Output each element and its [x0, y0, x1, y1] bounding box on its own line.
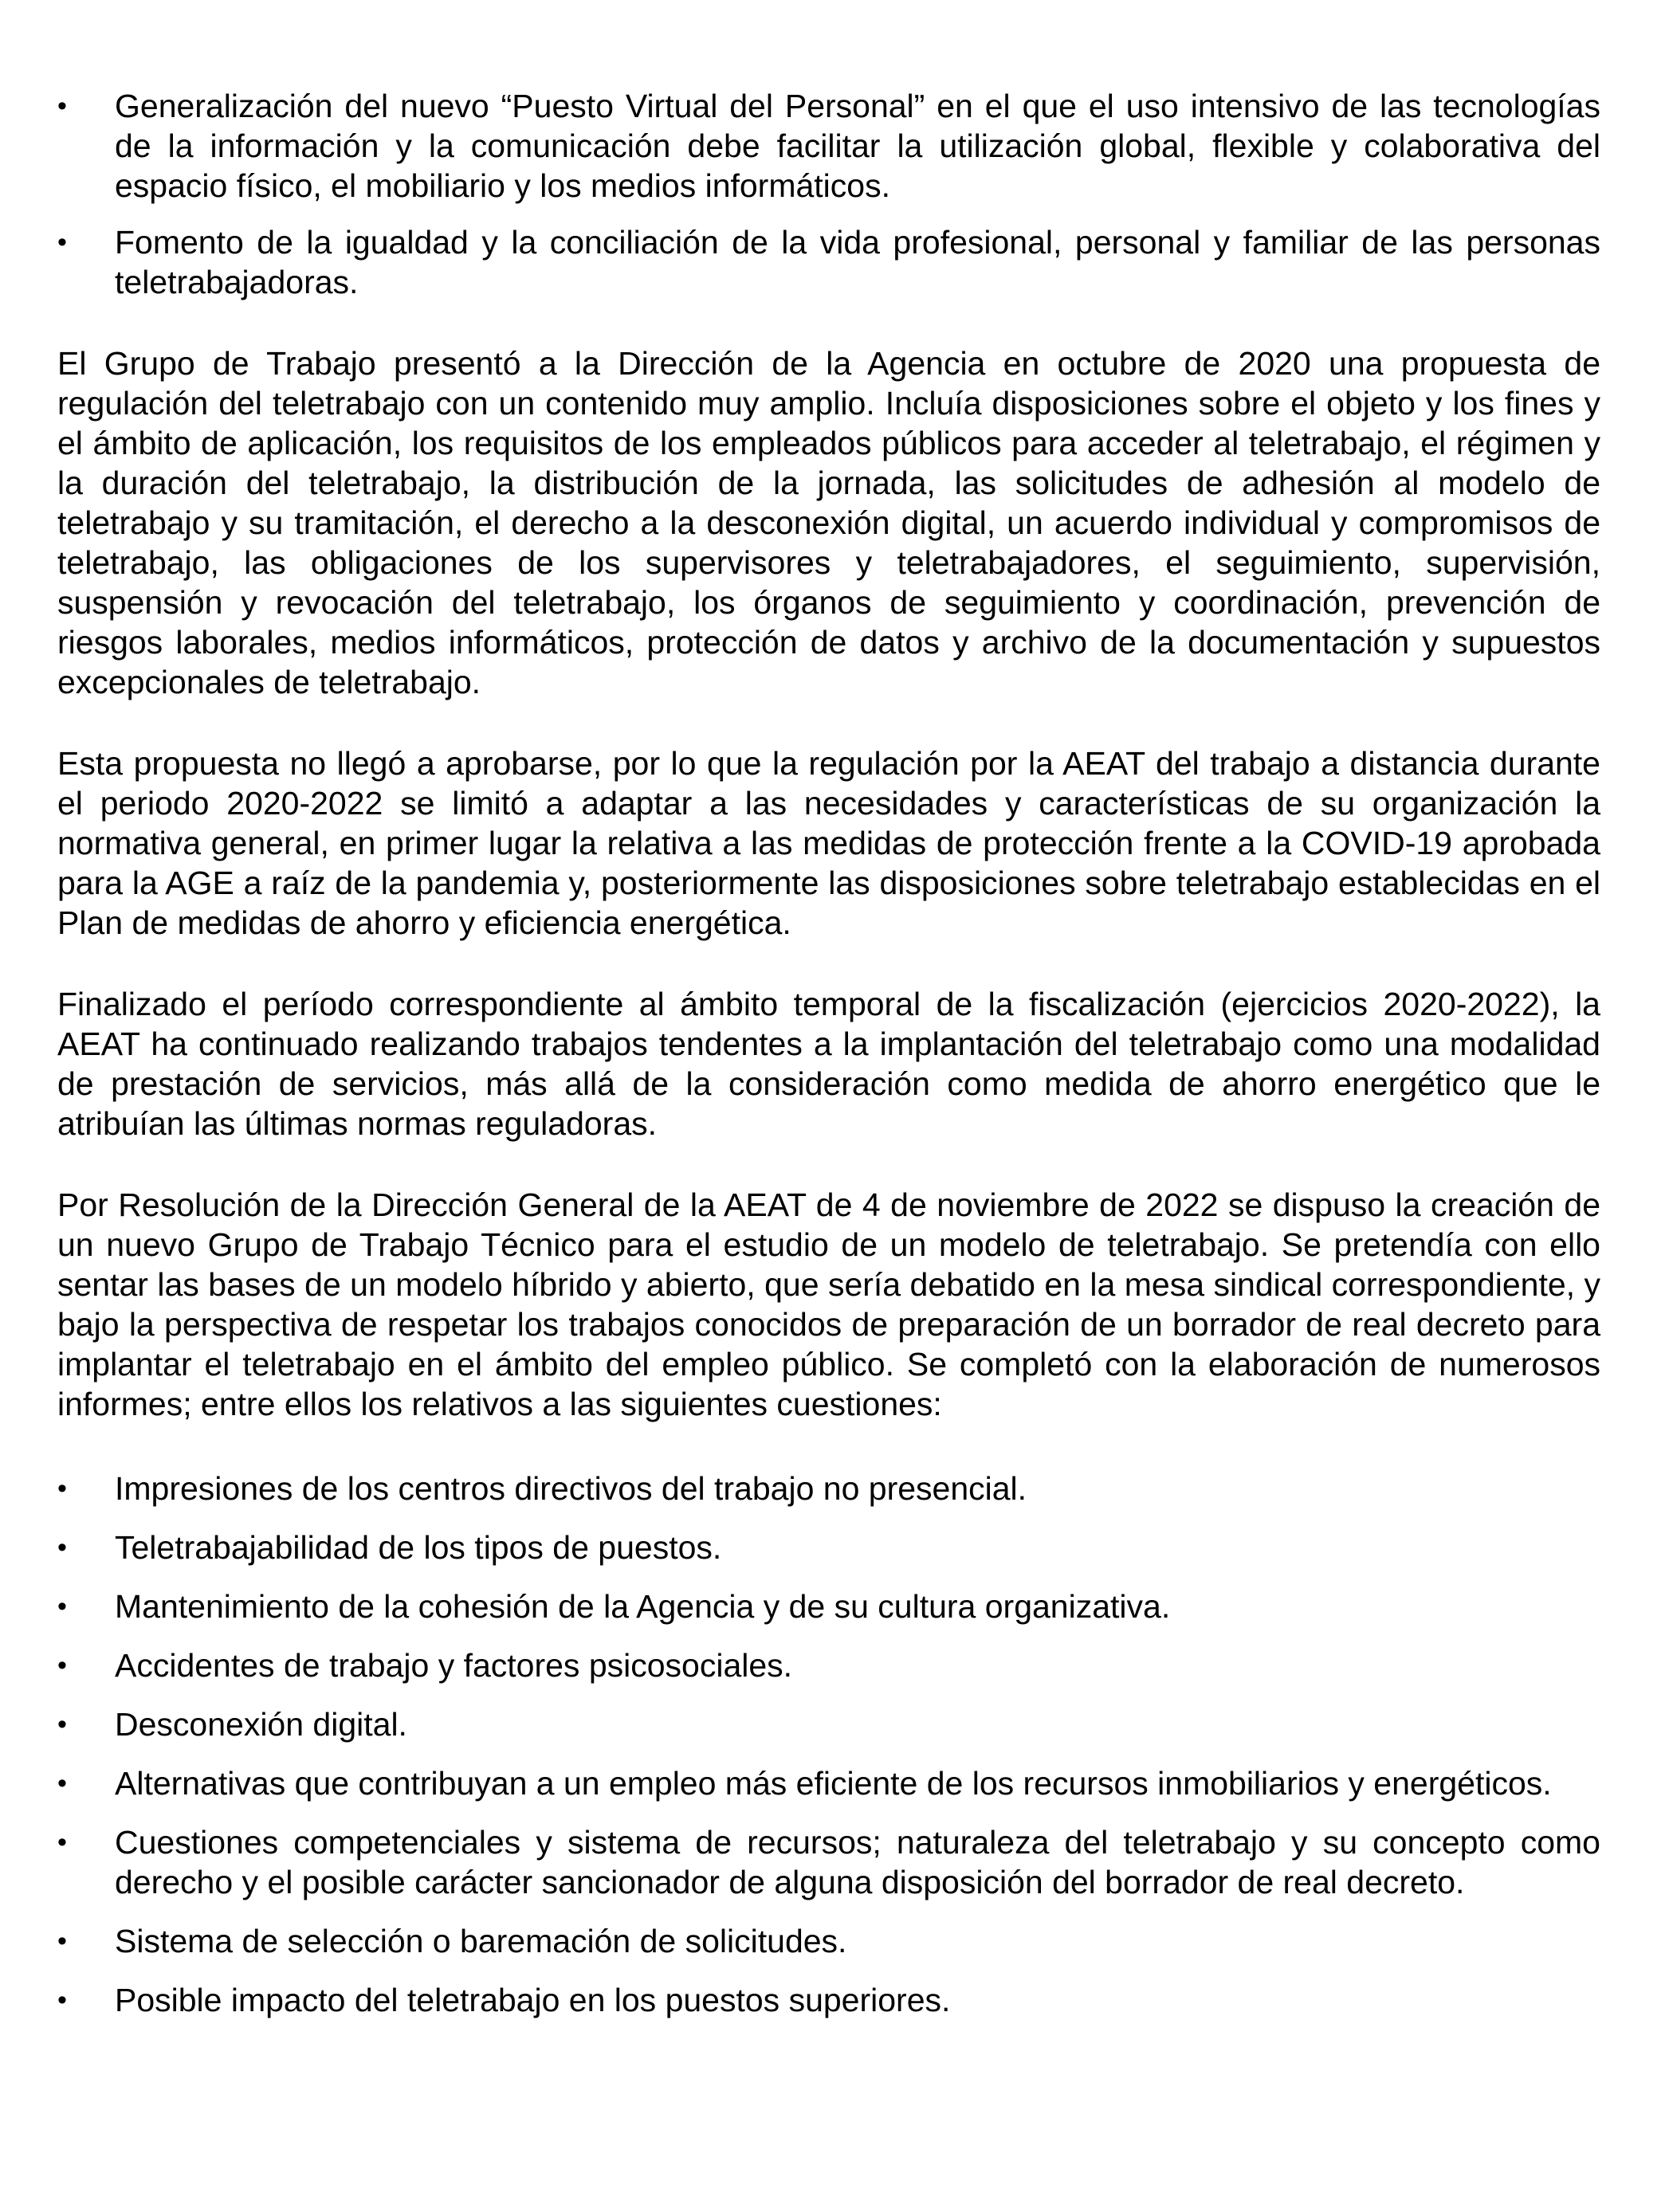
- bullet-icon: •: [57, 1709, 67, 1739]
- bullet-icon: •: [57, 1827, 67, 1857]
- list-item-text: Alternativas que contribuyan a un empleo más eficiente de los recursos inmobiliarios y energéticos.: [115, 1765, 1552, 1802]
- document-page: [57, 86, 1600, 2039]
- list-item-text: Impresiones de los centros directivos del trabajo no presencial.: [115, 1470, 1027, 1507]
- list-item: [57, 222, 1600, 302]
- list-item: [57, 1980, 1600, 2020]
- list-item-text: Accidentes de trabajo y factores psicosociales.: [115, 1647, 793, 1684]
- list-item: [57, 1822, 1600, 1902]
- list-item: [57, 86, 1600, 206]
- list-item-text: Teletrabajabilidad de los tipos de puestos.: [115, 1529, 722, 1566]
- list-item: [57, 1528, 1600, 1567]
- list-item-text: Mantenimiento de la cohesión de la Agencia y de su cultura organizativa.: [115, 1588, 1171, 1625]
- list-item-text: Cuestiones competenciales y sistema de recursos; naturaleza del teletrabajo y su concepto como derecho y el posible carácter sancionador de alguna disposición del borrador de real decreto.: [115, 1824, 1600, 1900]
- list-item: [57, 1921, 1600, 1961]
- list-item-text: Desconexión digital.: [115, 1706, 407, 1743]
- list-item: [57, 1704, 1600, 1744]
- intro-bullet-list: [57, 86, 1600, 302]
- list-item-text: Sistema de selección o baremación de solicitudes.: [115, 1923, 847, 1959]
- report-bullet-list: [57, 1469, 1600, 2020]
- bullet-icon: •: [57, 1926, 67, 1956]
- list-item-text: Generalización del nuevo “Puesto Virtual del Personal” en el que el uso intensivo de las tecnologías de la información y la comunicación debe facilitar la utilización global, flexible y colaborativa del espacio físico, el mobiliario y los medios informáticos.: [115, 88, 1600, 204]
- paragraph-continued-work: Finalizado el período correspondiente al ámbito temporal de la fiscalización (ejercicios 2020-2022), la AEAT ha continuado realizando trabajos tendentes a la implantación del teletrabajo como una modalidad de prestación de servicios, más allá de la consideración como medida de ahorro energético que le atribuían las últimas normas reguladoras.: [57, 986, 1600, 1142]
- list-item: [57, 1763, 1600, 1803]
- list-item: [57, 1469, 1600, 1508]
- list-item: [57, 1645, 1600, 1685]
- paragraph-proposal: El Grupo de Trabajo presentó a la Dirección de la Agencia en octubre de 2020 una propuesta de regulación del teletrabajo con un contenido muy amplio. Incluía disposiciones sobre el objeto y los fines y el ámbito de aplicación, los requisitos de los empleados públicos para acceder al teletrabajo, el régimen y la duración del teletrabajo, la distribución de la jornada, las solicitudes de adhesión al modelo de teletrabajo y su tramitación, el derecho a la desconexión digital, un acuerdo individual y compromisos de teletrabajo, las obligaciones de los supervisores y teletrabajadores, el seguimiento, supervisión, suspensión y revocación del teletrabajo, los órganos de seguimiento y coordinación, prevención de riesgos laborales, medios informáticos, protección de datos y archivo de la documentación y supuestos excepcionales de teletrabajo.: [57, 345, 1600, 700]
- bullet-icon: •: [57, 1473, 67, 1504]
- bullet-icon: •: [57, 1985, 67, 2015]
- bullet-icon: •: [57, 1591, 67, 1622]
- bullet-icon: •: [57, 91, 67, 121]
- bullet-icon: •: [57, 1532, 67, 1563]
- list-item: [57, 1586, 1600, 1626]
- bullet-icon: •: [57, 1768, 67, 1798]
- list-item-text: Posible impacto del teletrabajo en los puestos superiores.: [115, 1982, 951, 2018]
- paragraph-resolution: Por Resolución de la Dirección General de la AEAT de 4 de noviembre de 2022 se dispuso la creación de un nuevo Grupo de Trabajo Técnico para el estudio de un modelo de teletrabajo. Se pretendía con ello sentar las bases de un modelo híbrido y abierto, que sería debatido en la mesa sindical correspondiente, y bajo la perspectiva de respetar los trabajos conocidos de preparación de un borrador de real decreto para implantar el teletrabajo en el ámbito del empleo público. Se completó con la elaboración de numerosos informes; entre ellos los relativos a las siguientes cuestiones:: [57, 1186, 1600, 1422]
- paragraph-not-approved: Esta propuesta no llegó a aprobarse, por lo que la regulación por la AEAT del trabajo a distancia durante el periodo 2020-2022 se limitó a adaptar a las necesidades y características de su organización la normativa general, en primer lugar la relativa a las medidas de protección frente a la COVID-19 aprobada para la AGE a raíz de la pandemia y, posteriormente las disposiciones sobre teletrabajo establecidas en el Plan de medidas de ahorro y eficiencia energética.: [57, 745, 1600, 941]
- bullet-icon: •: [57, 227, 67, 257]
- bullet-icon: •: [57, 1650, 67, 1681]
- list-item-text: Fomento de la igualdad y la conciliación de la vida profesional, personal y familiar de las personas teletrabajadoras.: [115, 224, 1600, 300]
